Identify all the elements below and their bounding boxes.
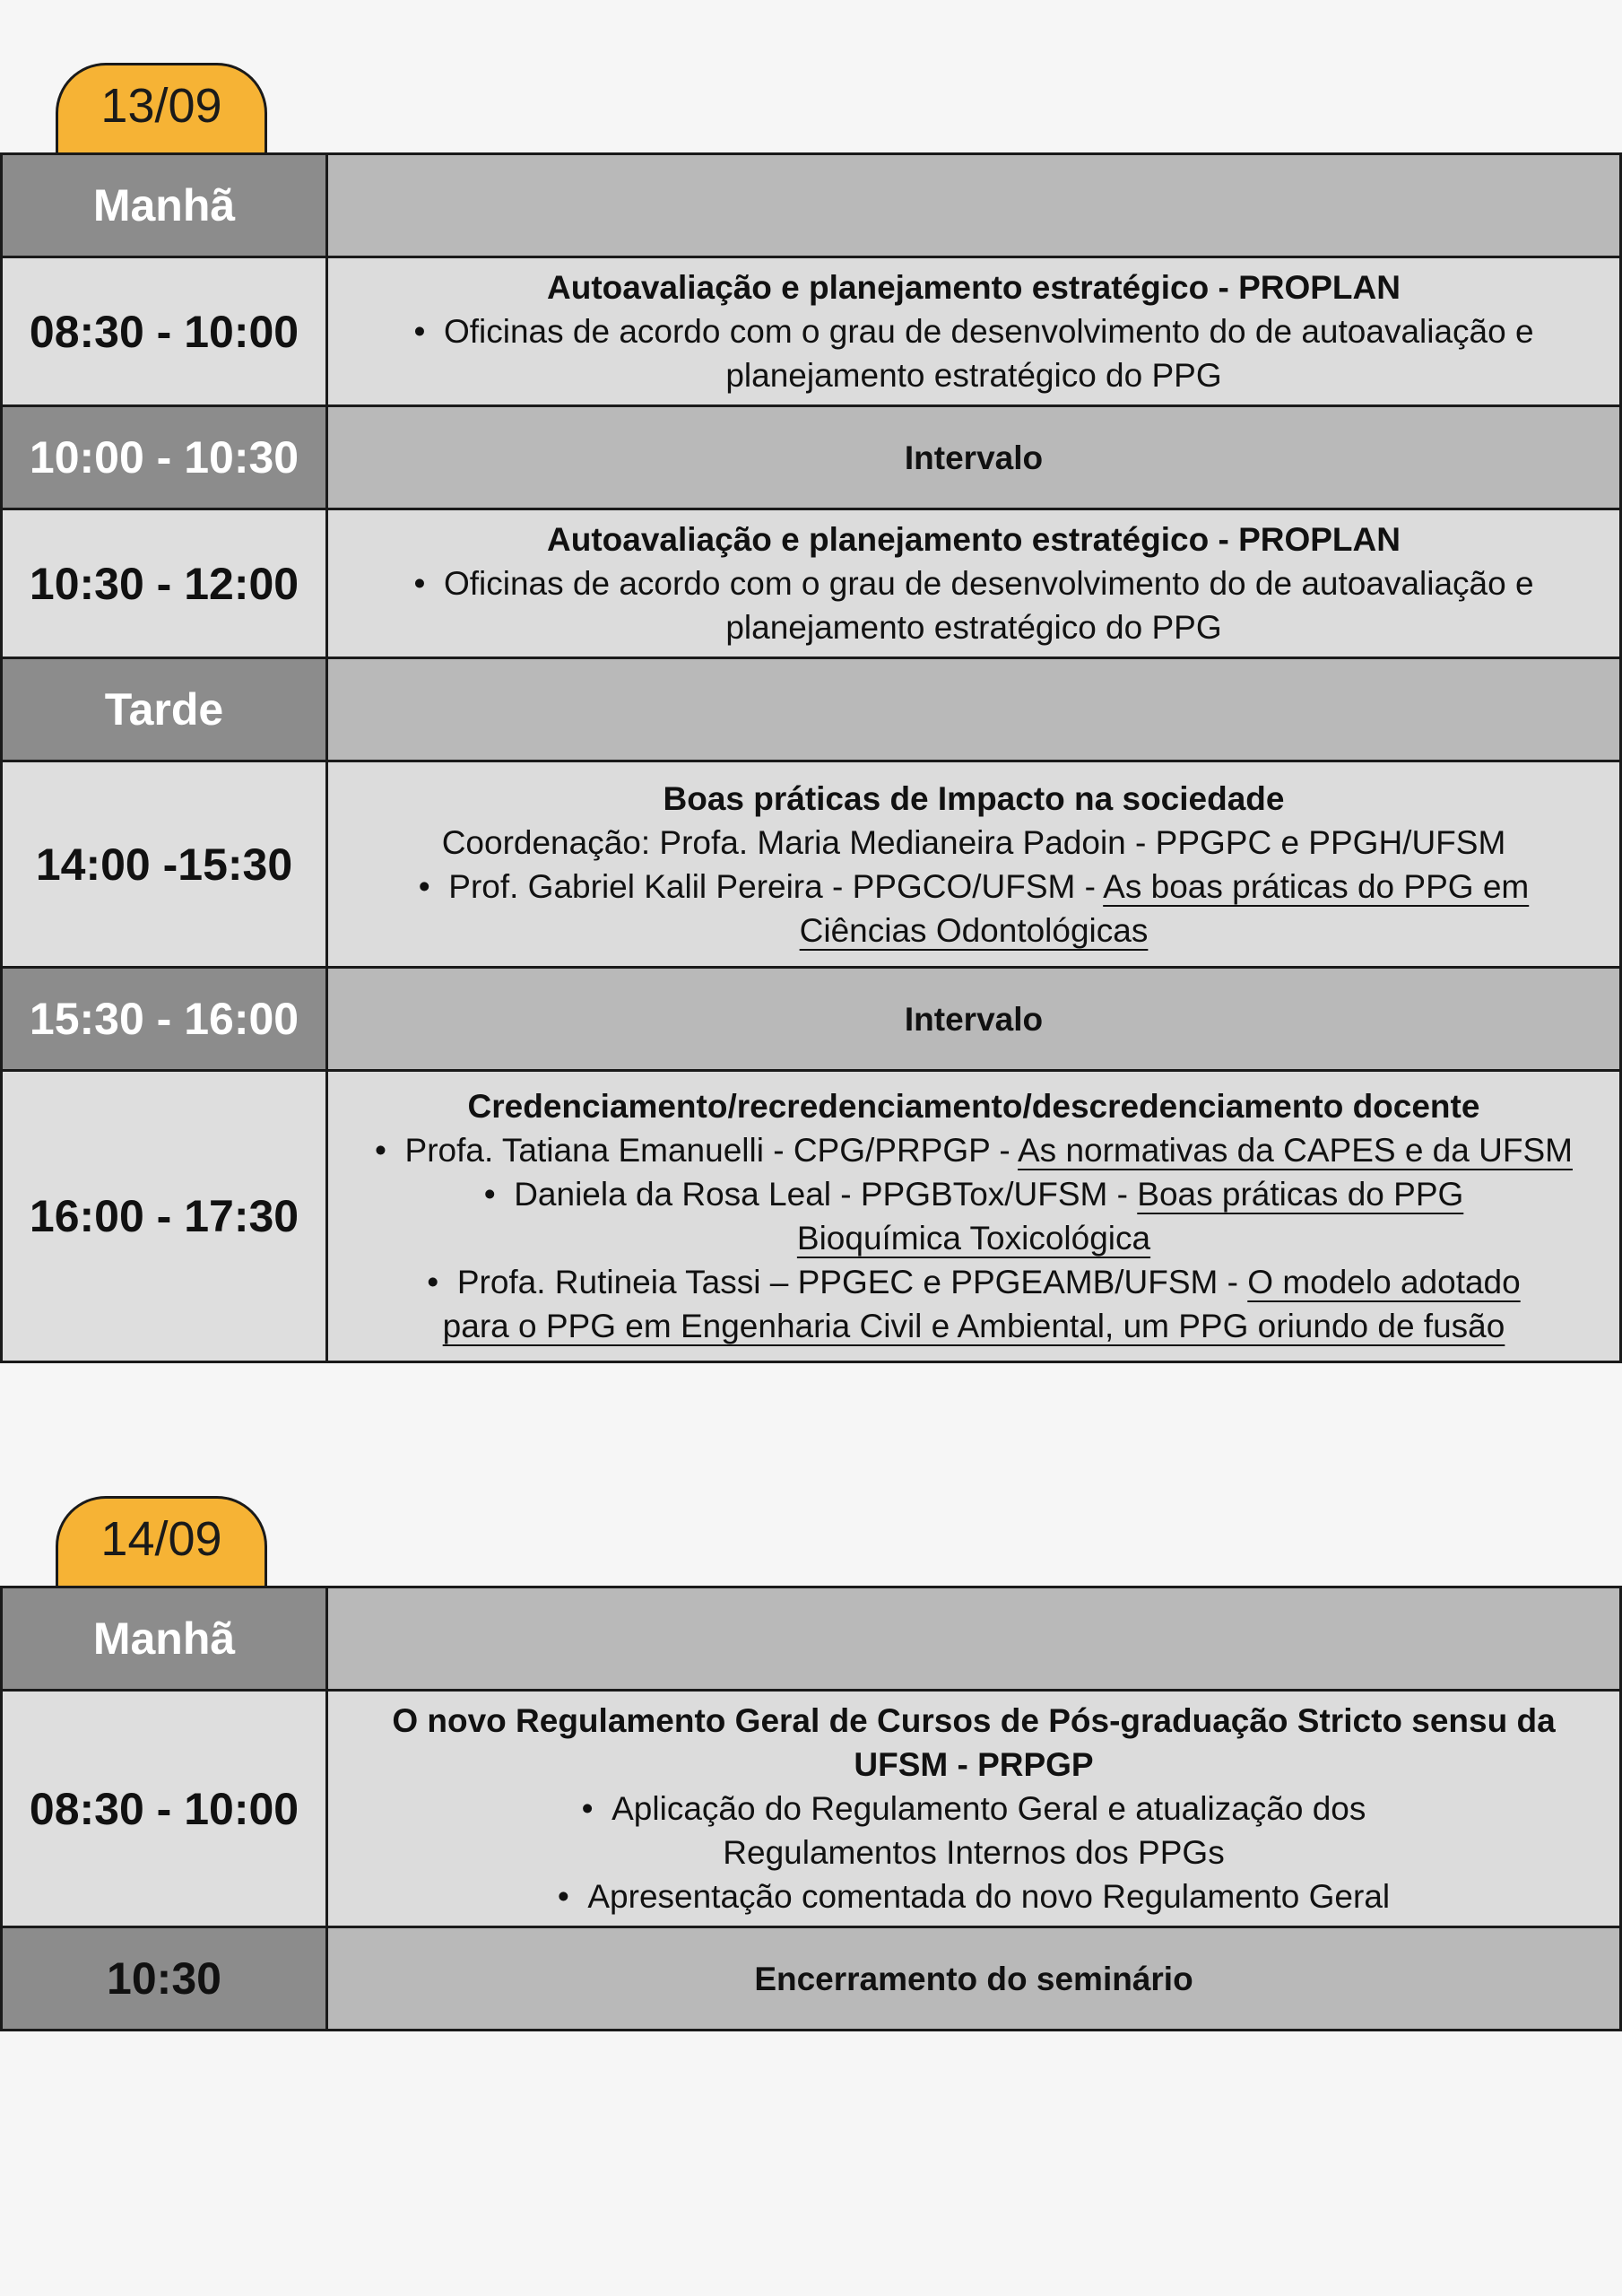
session-cell	[327, 761, 1621, 968]
session-bullet: • Apresentação comentada do novo Regulamento Geral	[346, 1874, 1601, 1918]
time-cell: 08:30 - 10:00	[2, 257, 327, 406]
break-row	[2, 968, 1621, 1071]
talk-title-link[interactable]: As normativas da CAPES e da UFSM	[1017, 1132, 1573, 1169]
time-cell: 15:30 - 16:00	[2, 968, 327, 1071]
session-bullet: • Profa. Rutineia Tassi – PPGEC e PPGEAMB/UFSM - O modelo adotado para o PPG em Engenharia Civil e Ambiental, um PPG oriundo de fusão	[346, 1260, 1601, 1348]
time-cell: 14:00 -15:30	[2, 761, 327, 968]
period-label: Manhã	[2, 1587, 327, 1691]
session-title: Boas práticas de Impacto na sociedade	[663, 779, 1285, 817]
break-label: Intervalo	[327, 406, 1621, 509]
time-cell: 16:00 - 17:30	[2, 1071, 327, 1362]
period-row-morning	[2, 1587, 1621, 1691]
schedule-table	[0, 152, 1622, 1363]
date-tab: 13/09	[56, 63, 267, 152]
period-empty-cell	[327, 154, 1621, 257]
session-cell	[327, 509, 1621, 658]
session-title: Autoavaliação e planejamento estratégico - PROPLAN	[547, 269, 1401, 306]
time-cell: 10:30	[2, 1927, 327, 2031]
talk-title-link[interactable]: O modelo adotado para o PPG em Engenharia Civil e Ambiental, um PPG oriundo de fusão	[442, 1264, 1521, 1344]
time-cell: 08:30 - 10:00	[2, 1691, 327, 1927]
table-row	[2, 1691, 1621, 1927]
period-row-afternoon	[2, 658, 1621, 761]
closing-row	[2, 1927, 1621, 2031]
session-bullet: • Daniela da Rosa Leal - PPGBTox/UFSM - Boas práticas do PPG Bioquímica Toxicológica	[346, 1172, 1601, 1260]
time-cell: 10:00 - 10:30	[2, 406, 327, 509]
talk-title-link[interactable]: Boas práticas do PPG Bioquímica Toxicológica	[796, 1176, 1464, 1257]
table-row	[2, 257, 1621, 406]
session-bullet: • Aplicação do Regulamento Geral e atualização dos Regulamentos Internos dos PPGs	[346, 1787, 1601, 1874]
session-bullet: • Profa. Tatiana Emanuelli - CPG/PRPGP - As normativas da CAPES e da UFSM	[346, 1128, 1601, 1172]
session-title: Autoavaliação e planejamento estratégico - PROPLAN	[547, 521, 1401, 558]
session-cell	[327, 257, 1621, 406]
date-tab: 14/09	[56, 1496, 267, 1586]
talk-title-link[interactable]: As boas práticas do PPG em Ciências Odontológicas	[799, 867, 1530, 949]
session-bullet: • Oficinas de acordo com o grau de desenvolvimento do de autoavaliação e planejamento estratégico do PPG	[346, 309, 1601, 397]
session-title: Credenciamento/recredenciamento/descredenciamento docente	[467, 1088, 1480, 1125]
schedule-table	[0, 1586, 1622, 2031]
closing-label: Encerramento do seminário	[327, 1927, 1621, 2031]
session-bullet: • Prof. Gabriel Kalil Pereira - PPGCO/UFSM - As boas práticas do PPG em Ciências Odontológicas	[346, 865, 1601, 952]
period-label: Tarde	[2, 658, 327, 761]
session-cell	[327, 1691, 1621, 1927]
period-empty-cell	[327, 1587, 1621, 1691]
table-row	[2, 1071, 1621, 1362]
table-row	[2, 761, 1621, 968]
session-bullet: • Oficinas de acordo com o grau de desenvolvimento do de autoavaliação e planejamento estratégico do PPG	[346, 561, 1601, 649]
break-label: Intervalo	[327, 968, 1621, 1071]
table-row	[2, 509, 1621, 658]
period-row-morning	[2, 154, 1621, 257]
period-empty-cell	[327, 658, 1621, 761]
break-row	[2, 406, 1621, 509]
period-label: Manhã	[2, 154, 327, 257]
time-cell: 10:30 - 12:00	[2, 509, 327, 658]
session-title: O novo Regulamento Geral de Cursos de Pós-graduação Stricto sensu da UFSM - PRPGP	[392, 1702, 1556, 1783]
session-cell	[327, 1071, 1621, 1362]
session-coordination: Coordenação: Profa. Maria Medianeira Padoin - PPGPC e PPGH/UFSM	[441, 823, 1506, 861]
